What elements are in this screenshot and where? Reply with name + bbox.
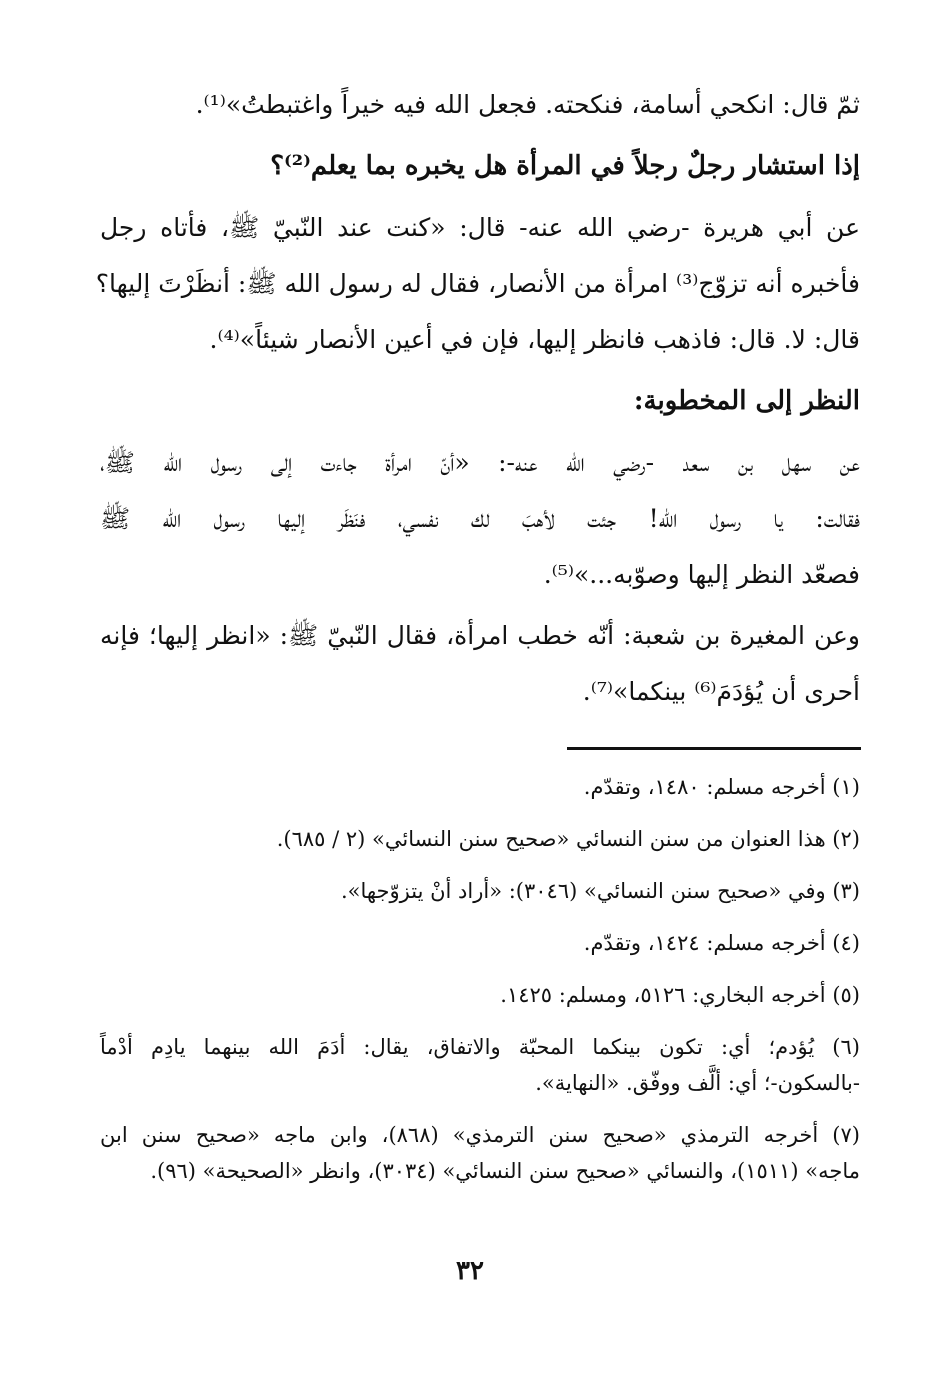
hadith-abu-hurayra: [95, 211, 860, 356]
paragraph-line: عن أبي هريرة -رضي الله عنه- قال: «كنت عند النّبيّ ﷺ، فأتاه رجل: [100, 213, 860, 242]
section-heading-looking-at-fiancee: النظر إلى المخطوبة:: [633, 386, 860, 416]
paragraph-line: قال: لا. قال: فاذهب فانظر إليها، فإن في أعين الأنصار شيئاً»⁽⁴⁾.: [209, 325, 860, 354]
paragraph-line: أحرى أن يُؤدَمَ⁽⁶⁾ بينكما»⁽⁷⁾.: [582, 677, 860, 706]
footnote-6: [100, 1031, 860, 1100]
footnote-5: (٥) أخرجه البخاري: ٥١٢٦، ومسلم: ١٤٢٥.: [500, 983, 860, 1007]
paragraph-line: وعن المغيرة بن شعبة: أنّه خطب امرأة، فقال النّبيّ ﷺ: «انظر إليها؛ فإنه: [100, 621, 860, 650]
paragraph-line: عن سهل بن سعد -رضي الله عنه-: «أنّ امرأة جاءت إلى رسول الله ﷺ،: [100, 448, 860, 477]
footnotes: [100, 771, 860, 1207]
page-body: [95, 88, 860, 736]
hadith-mughira-ibn-shuba: [100, 619, 860, 708]
footnote-3: (٣) وفي «صحيح سنن النسائي» (٣٠٤٦): «أراد أنْ يتزوّجها».: [340, 879, 860, 903]
footnote-line: -بالسكون-؛ أي: ألَّف ووفّق. «النهاية».: [535, 1071, 860, 1095]
footnote-line: (٦) يُؤدم؛ أي: تكون بينكما المحبّة والاتفاق، يقال: أدَمَ الله بينهما يادِم أدْماً: [100, 1035, 860, 1059]
paragraph-line: فقالت: يا رسول الله! جئت لأهبَ لك نفسي، فنَظَر إليها رسول الله ﷺ: [100, 504, 860, 533]
paragraph-line: فصعّد النظر إليها وصوّبه...»⁽⁵⁾.: [543, 560, 860, 589]
footnote-2: (٢) هذا العنوان من سنن النسائي «صحيح سنن النسائي» (٢ / ٦٨٥).: [276, 827, 860, 851]
footnote-line: ماجه» (١٥١١)، والنسائي «صحيح سنن النسائي» (٣٠٣٤)، وانظر «الصحيحة» (٩٦).: [150, 1159, 860, 1183]
footnote-1: (١) أخرجه مسلم: ١٤٨٠، وتقدّم.: [583, 775, 860, 799]
footnote-7: [100, 1119, 860, 1188]
section-heading-consultation: إذا استشار رجلٌ رجلاً في المرأة هل يخبره بما يعلم⁽²⁾؟: [270, 151, 860, 181]
intro-line: ثمّ قال: انكحي أسامة، فنكحته. فجعل الله فيه خيراً واغتبطتُ»⁽¹⁾.: [195, 90, 860, 119]
footnote-line: (٧) أخرجه الترمذي «صحيح سنن الترمذي» (٨٦٨)، وابن ماجه «صحيح سنن ابن: [100, 1123, 860, 1147]
footnote-4: (٤) أخرجه مسلم: ١٤٢٤، وتقدّم.: [583, 931, 860, 955]
paragraph-line: فأخبره أنه تزوّج⁽³⁾ امرأة من الأنصار، فقال له رسول الله ﷺ: أنظَرْتَ إليها؟: [95, 269, 860, 298]
page-number: ٣٢: [456, 1256, 484, 1286]
hadith-sahl-ibn-sad: [100, 446, 860, 591]
footnote-separator: [567, 747, 861, 750]
